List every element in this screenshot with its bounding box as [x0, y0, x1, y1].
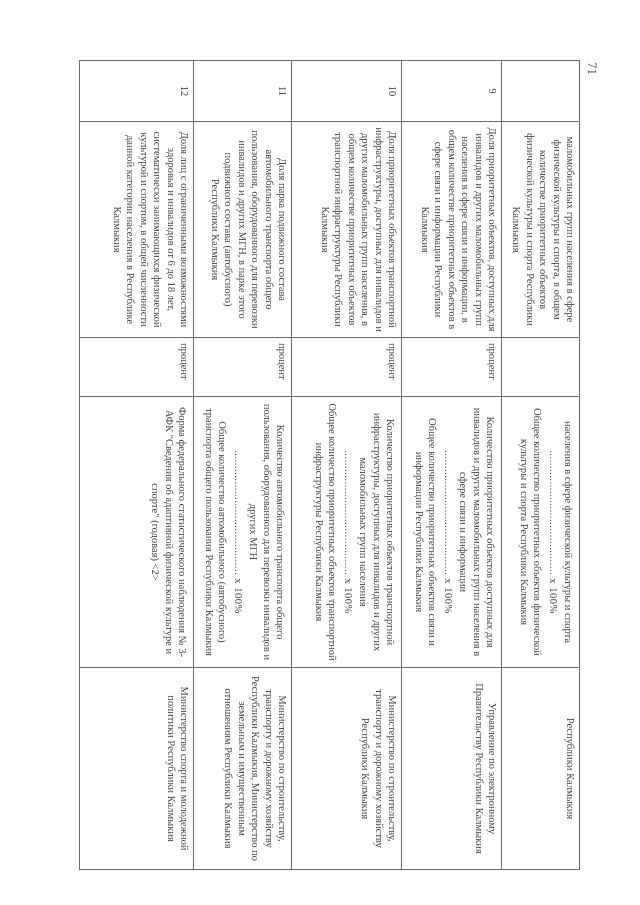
table-row: [502, 61, 580, 870]
calculation-formula: [502, 397, 580, 668]
indicator-name: Доля парка подвижного состава автомобильного транспорта общего пользования, оборудованного для перевозки инвалидов и других МГН, в парке этого подвижного состава (автобусного) Республики Калмыкия: [194, 122, 292, 338]
formula-denominator: Общее количество приоритетных объектов физической культуры и спорта Республики Калмыкия: [517, 408, 543, 656]
formula-fraction-line: ........................................ х 100%: [231, 450, 243, 614]
table-row: [292, 61, 402, 870]
formula-denominator: Общее количество приоритетных объектов транспортной инфраструктуры Республики Калмыкия: [312, 403, 338, 661]
responsible-body: Управление по электронному Правительству Республики Калмыкия: [402, 668, 502, 870]
indicator-name: Доля приоритетных объектов, доступных для инвалидов и других маломобильных групп населения в сфере связи и информации, в общем количестве приоритетных объектов в сфере связи и информации Республики Калмыкия: [402, 122, 502, 338]
responsible-body: Министерство по строительству, транспорту и дорожному хозяйству Республики Калмыкия, Министерство по земельным и имущественным отношениям Республики Калмыкия: [194, 668, 292, 870]
unit-of-measure: процент: [402, 338, 502, 397]
formula-fraction-line: ........................................ х 100%: [546, 450, 558, 614]
unit-of-measure: процент: [292, 338, 402, 397]
responsible-body: Министерство спорта и молодежной политики Республики Калмыкия: [80, 668, 194, 870]
table-row: [402, 61, 502, 870]
formula-fraction-line: ........................................ х 100%: [341, 450, 353, 614]
row-number: 11: [194, 61, 292, 122]
row-number: 9: [402, 61, 502, 122]
indicator-name: маломобильных групп населения в сфере физической культуры и спорта, в общем количестве приоритетных объектов физической культуры и спорта Республики Калмыкия: [502, 122, 580, 338]
calculation-formula: [402, 397, 502, 668]
unit-of-measure: [502, 338, 580, 397]
unit-of-measure: процент: [194, 338, 292, 397]
formula-numerator: Форма федерального статистического наблюдения № 3-АФК "Сведения об адаптивной физической культуре и спорте" (годовая) <2>: [149, 406, 187, 658]
table-row: [194, 61, 292, 870]
indicator-name: Доля лиц с ограниченными возможностями здоровья и инвалидов от 6 до 18 лет, систематически занимающихся физической культурой и спортом, в общей численности данной категории населения в Республике Калмыкия: [80, 122, 194, 338]
calculation-formula: [194, 397, 292, 668]
formula-numerator: населения в сфере физической культуры и спорта: [562, 420, 573, 644]
row-number: 12: [80, 61, 194, 122]
formula-numerator: Количество автомобильного транспорта общего пользования, оборудованного для перевозки инвалидов и других МГН: [247, 403, 285, 661]
indicators-table: [79, 60, 580, 870]
formula-denominator: Общее количество автомобильного (автобусного) транспорта общего пользования Республики Калмыкия: [202, 408, 228, 656]
formula-denominator: Общее количество приоритетных объектов связи и информации Республики Калмыкия: [412, 418, 438, 646]
formula-numerator: Количество приоритетных объектов транспортной инфраструктуры, доступных для инвалидов и других маломобильных групп населения: [357, 412, 395, 652]
calculation-formula: [80, 397, 194, 668]
row-number: [502, 61, 580, 122]
indicator-name: Доля приоритетных объектов транспортной инфраструктуры, доступных для инвалидов и других маломобильных групп населения, в общем количестве приоритетных объектов транспортной инфраструктуры Республики Калмыкия: [292, 122, 402, 338]
formula-numerator: Количество приоритетных объектов доступных для инвалидов и других маломобильных групп населения в сфере связи и информации: [457, 407, 495, 657]
formula-fraction-line: ........................................ х 100%: [441, 450, 453, 614]
table-row: [80, 61, 194, 870]
responsible-body: Республики Калмыкия: [502, 668, 580, 870]
rotated-table-container: [80, 60, 580, 870]
row-number: 10: [292, 61, 402, 122]
calculation-formula: [292, 397, 402, 668]
page-number: 71: [585, 62, 600, 75]
unit-of-measure: процент: [80, 338, 194, 397]
responsible-body: Министерство по строительству, транспорту и дорожному хозяйству Республики Калмыкия: [292, 668, 402, 870]
